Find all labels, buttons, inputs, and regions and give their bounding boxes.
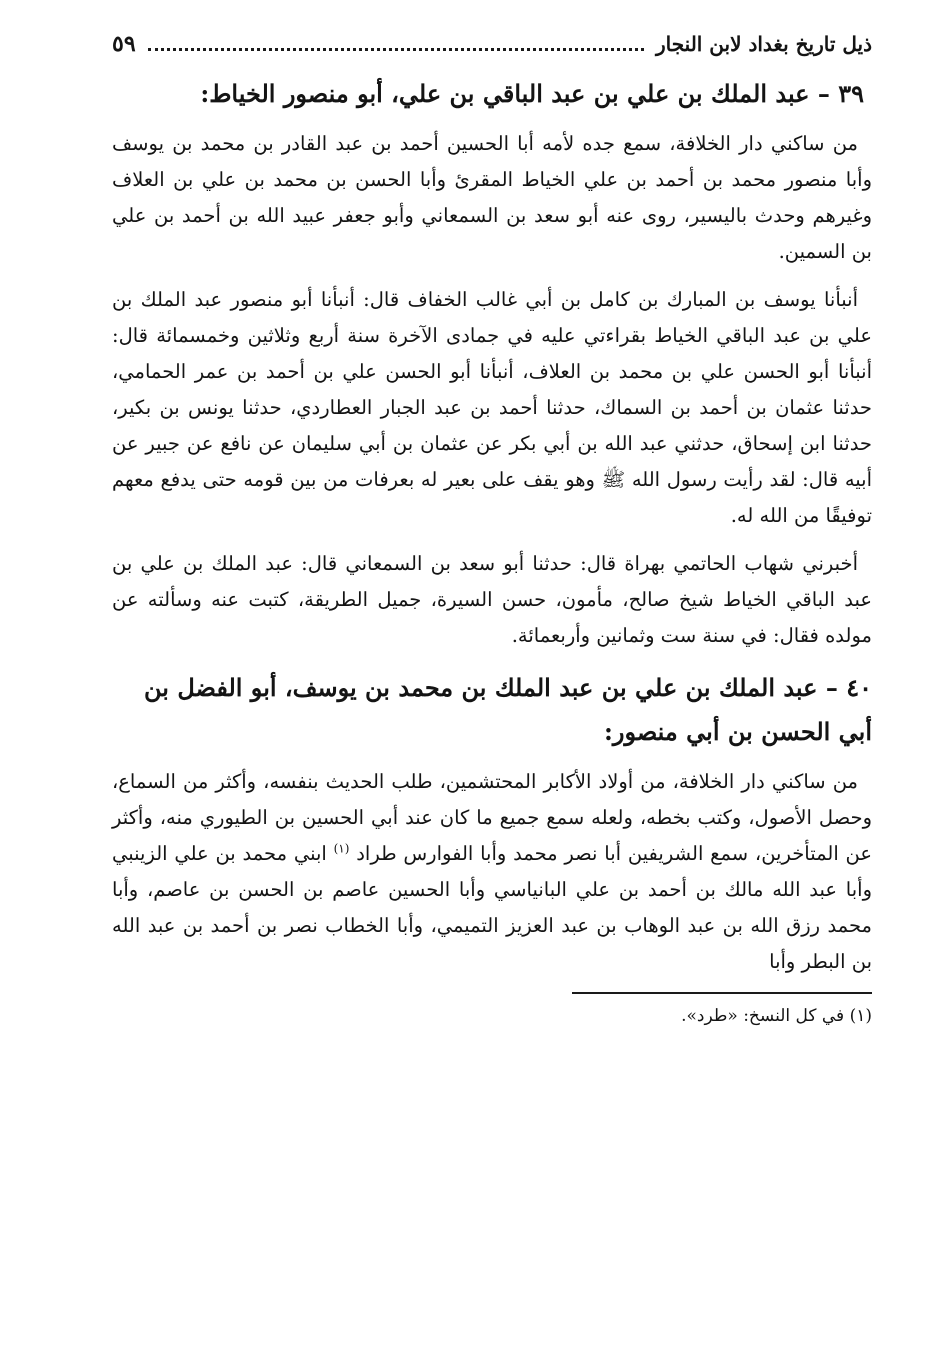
running-header-title: ذيل تاريخ بغداد لابن النجار (656, 32, 872, 56)
entry-39-paragraph-2: أنبأنا يوسف بن المبارك بن كامل بن أبي غالب الخفاف قال: أنبأنا أبو منصور عبد الملك بن علي بن عبد الباقي الخياط بقراءتي عليه في جمادى الآخرة سنة أربع وثلاثين وخمسمائة قال: أنبأنا أبو الحسن علي بن محمد بن العلاف، أنبأنا أبو الحسن علي بن أحمد بن عمر الحمامي، حدثنا عثمان بن أحمد بن السماك، حدثنا أحمد بن عبد الجبار العطاردي، حدثنا يونس بن بكير، حدثنا ابن إسحاق، حدثني عبد الله بن أبي بكر عن عثمان بن أبي سليمان عن نافع عن جبير عن أبيه قال: لقد رأيت رسول الله ﷺ وهو يقف على بعير له بعرفات من بين قومه حتى يدفع معهم توفيقًا من الله له. (112, 288, 872, 527)
entry-heading-40: ٤٠ – عبد الملك بن علي بن عبد الملك بن محمد بن يوسف، أبو الفضل بن أبي الحسن بن أبي منصور: (144, 673, 872, 746)
entry-40-paragraph-1 (112, 764, 872, 980)
entry-39-paragraph-3: أخبرني شهاب الحاتمي بهراة قال: حدثنا أبو سعد بن السمعاني قال: عبد الملك بن علي بن عبد الباقي الخياط شيخ صالح، مأمون، حسن السيرة، جميل الطريقة، كتبت عنه وسألته عن مولده فقال: في سنة ست وثمانين وأربعمائة. (112, 552, 872, 647)
page-number: ٥٩ (112, 31, 136, 57)
entry-40-text-part-2: ابني محمد بن علي الزينبي وأبا عبد الله مالك بن أحمد بن علي البانياسي وأبا الحسين عاصم بن الحسن بن عاصم، وأبا محمد رزق الله بن عبد الوهاب بن عبد العزيز التميمي، وأبا الخطاب نصر بن أحمد بن عبد الله بن البطر وأبا (112, 842, 872, 973)
footnote-reference: (١) (333, 841, 350, 856)
entry-heading-39: ٣٩ – عبد الملك بن علي بن عبد الباقي بن علي، أبو منصور الخياط: (200, 79, 864, 108)
footnote-separator (572, 992, 872, 994)
footnote-text: (١) في كل النسخ: «طرد». (681, 1006, 872, 1026)
entry-40-text-part-1: من ساكني دار الخلافة، من أولاد الأكابر المحتشمين، طلب الحديث بنفسه، وأكثر من السماع، وحصل الأصول، وكتب بخطه، ولعله سمع جميع ما كان عند أبي الحسين بن الطيوري منه، وأكثر عن المتأخرين، سمع الشريفين أبا نصر محمد وأبا الفوارس طراد (112, 770, 872, 865)
header-dot-leader (148, 31, 644, 51)
book-page (112, 18, 872, 1348)
entry-39-paragraph-1: من ساكني دار الخلافة، سمع جده لأمه أبا الحسين أحمد بن عبد القادر بن محمد بن يوسف وأبا منصور محمد بن أحمد بن علي الخياط المقرئ وأبا الحسن بن محمد بن علي بن العلاف وغيرهم وحدث باليسير، روى عنه أبو سعد بن السمعاني وأبو جعفر عبيد الله بن أحمد بن علي بن السمين. (112, 132, 872, 263)
running-header (112, 18, 872, 58)
